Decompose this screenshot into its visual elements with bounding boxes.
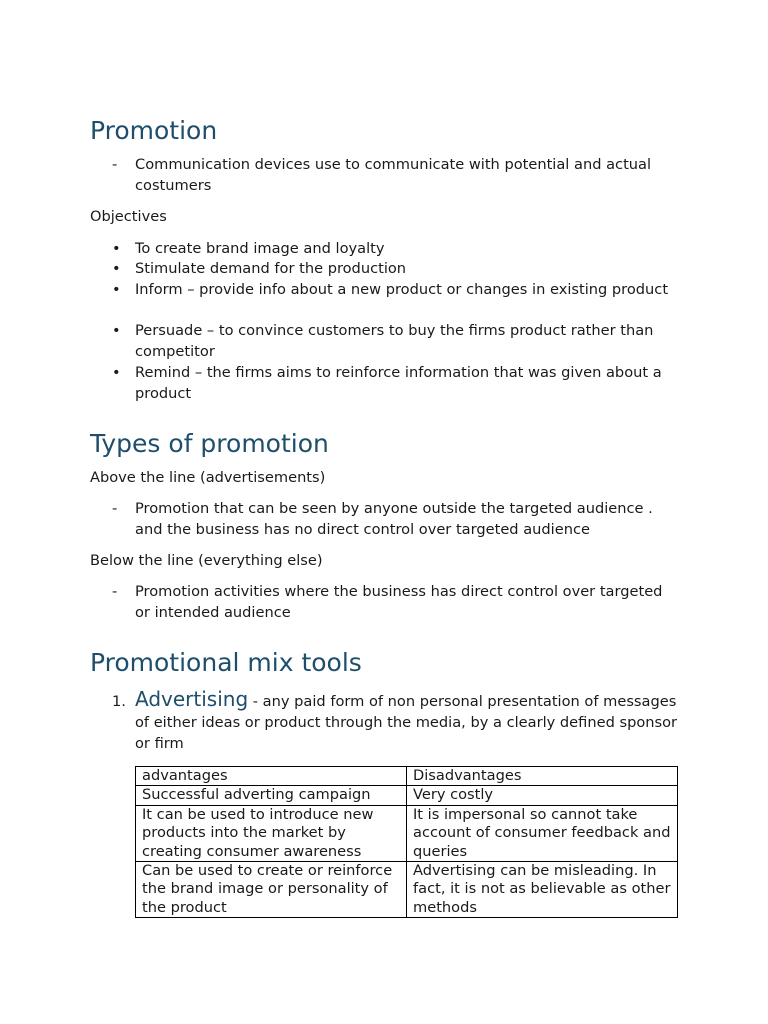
table-cell: Advertising can be misleading. In fact, it is not as believable as other methods	[407, 862, 678, 918]
table-cell: Very costly	[407, 786, 678, 805]
table-row	[136, 862, 678, 918]
table-cell: Successful adverting campaign	[136, 786, 407, 805]
objective-text: Remind – the firms aims to reinforce information that was given about a product	[135, 364, 662, 402]
number-marker: 1.	[112, 693, 126, 710]
objective-text: To create brand image and loyalty	[135, 240, 385, 257]
table-row	[136, 805, 678, 861]
objectives-label: Objectives	[90, 208, 167, 225]
definition-text: Communication devices use to communicate with potential and actual costumers	[135, 156, 652, 194]
advertising-heading: Advertising	[135, 687, 249, 711]
above-the-line-label: Above the line (advertisements)	[90, 469, 326, 486]
advertising-definition: - any paid form of non personal presentation of messages of either ideas or product through the media, by a clearly defined sponsor or firm	[135, 693, 678, 752]
bullet-marker: •	[112, 322, 121, 339]
table-row	[136, 786, 678, 805]
bullet-marker: •	[112, 240, 121, 257]
advertising-paragraph	[135, 689, 680, 754]
table-cell: It is impersonal so cannot take account of consumer feedback and queries	[407, 805, 678, 861]
table-header-row	[136, 767, 678, 786]
advertising-pros-cons-table	[135, 766, 678, 918]
heading-types-of-promotion: Types of promotion	[90, 429, 329, 458]
below-the-line-label: Below the line (everything else)	[90, 552, 323, 569]
objective-text: Persuade – to convince customers to buy the firms product rather than competitor	[135, 322, 654, 360]
dash-marker: -	[112, 583, 118, 600]
table-cell: It can be used to introduce new products into the market by creating consumer awareness	[136, 805, 407, 861]
heading-promotion: Promotion	[90, 116, 218, 145]
objective-text: Inform – provide info about a new product or changes in existing product	[135, 281, 669, 298]
heading-promotional-mix-tools: Promotional mix tools	[90, 648, 362, 677]
bullet-marker: •	[112, 364, 121, 381]
dash-marker: -	[112, 500, 118, 517]
table-cell: Can be used to create or reinforce the brand image or personality of the product	[136, 862, 407, 918]
dash-marker: -	[112, 156, 118, 173]
bullet-marker: •	[112, 281, 121, 298]
above-the-line-text: Promotion that can be seen by anyone outside the targeted audience . and the business has no direct control over targeted audience	[135, 500, 653, 538]
below-the-line-text: Promotion activities where the business has direct control over targeted or intended audience	[135, 583, 663, 621]
bullet-marker: •	[112, 260, 121, 277]
objective-text: Stimulate demand for the production	[135, 260, 407, 277]
table-header-cell: advantages	[136, 767, 407, 786]
table-header-cell: Disadvantages	[407, 767, 678, 786]
